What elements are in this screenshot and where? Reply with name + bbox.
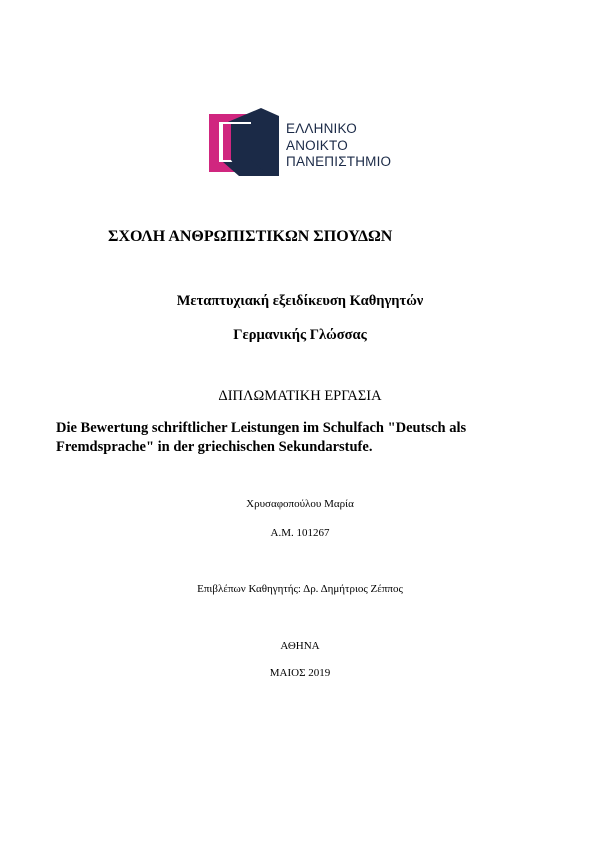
- author-name: Χρυσαφοπούλου Μαρία: [246, 498, 354, 510]
- thesis-title-line-1: Die Bewertung schriftlicher Leistungen im Schulfach "Deutsch als: [56, 420, 467, 436]
- thesis-title-line-2: Fremdsprache" in der griechischen Sekundarstufe.: [56, 439, 373, 455]
- student-id: Α.Μ. 101267: [270, 527, 330, 539]
- date: ΜΑΙΟΣ 2019: [269, 667, 331, 679]
- school-name: ΣΧΟΛΗ ΑΝΘΡΩΠΙΣΤΙΚΩΝ ΣΠΟΥΔΩΝ: [108, 228, 393, 245]
- university-logo-emblem: [209, 104, 279, 176]
- logo-line-1: ΕΛΛΗΝΙΚΟ: [286, 121, 357, 136]
- program-line-2: Γερμανικής Γλώσσας: [233, 327, 367, 343]
- program-line-1: Μεταπτυχιακή εξειδίκευση Καθηγητών: [176, 293, 424, 309]
- supervisor: Επιβλέπων Καθηγητής: Δρ. Δημήτριος Ζέππος: [197, 583, 403, 595]
- thesis-title: [56, 419, 556, 457]
- city: ΑΘΗΝΑ: [280, 640, 320, 652]
- logo-line-2: ΑΝΟΙΚΤΟ: [286, 137, 348, 153]
- logo-line-3: ΠΑΝΕΠΙΣΤΗΜΙΟ: [286, 154, 392, 169]
- thesis-label: ΔΙΠΛΩΜΑΤΙΚΗ ΕΡΓΑΣΙΑ: [218, 388, 382, 404]
- university-logo-text: [286, 121, 391, 171]
